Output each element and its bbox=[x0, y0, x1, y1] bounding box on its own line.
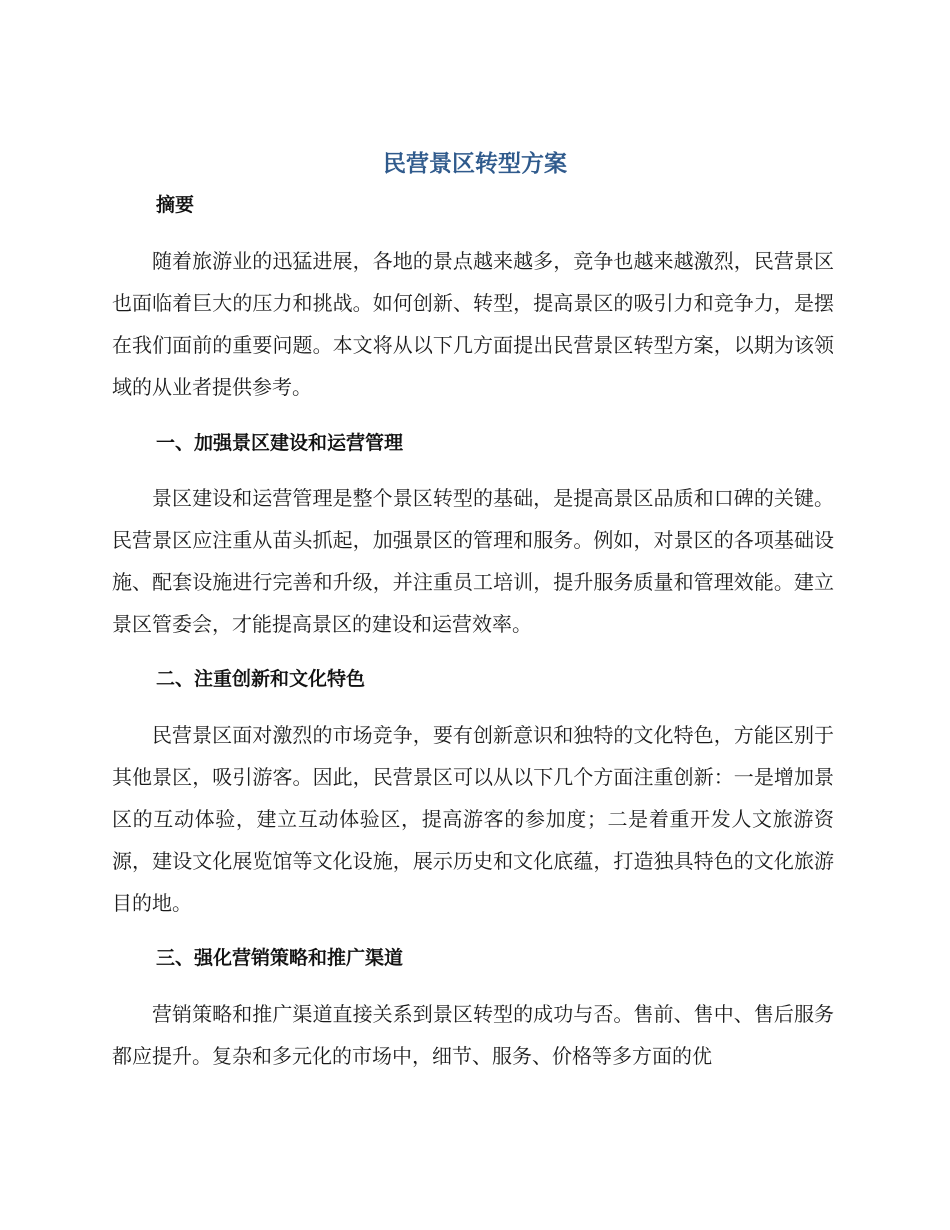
section-heading-2: 二、注重创新和文化特色 bbox=[156, 668, 366, 690]
document-title: 民营景区转型方案 bbox=[383, 151, 567, 177]
section-paragraph-1: 景区建设和运营管理是整个景区转型的基础，是提高景区品质和口碑的关键。民营景区应注重从苗头抓起，加强景区的管理和服务。例如，对景区的各项基础设施、配套设施进行完善和升级，并注重员工培训，提升服务质量和管理效能。建立景区管委会，才能提高景区的建设和运营效率。 bbox=[112, 486, 834, 636]
abstract-paragraph: 随着旅游业的迅猛进展，各地的景点越来越多，竞争也越来越激烈，民营景区也面临着巨大的压力和挑战。如何创新、转型，提高景区的吸引力和竞争力，是摆在我们面前的重要问题。本文将从以下几方面提出民营景区转型方案，以期为该领域的从业者提供参考。 bbox=[112, 249, 834, 399]
section-paragraph-2: 民营景区面对激烈的市场竞争，要有创新意识和独特的文化特色，方能区别于其他景区，吸引游客。因此，民营景区可以从以下几个方面注重创新：一是增加景区的互动体验，建立互动体验区，提高游客的参加度；二是着重开发人文旅游资源，建设文化展览馆等文化设施，展示历史和文化底蕴，打造独具特色的文化旅游目的地。 bbox=[112, 723, 834, 915]
section-paragraph-3: 营销策略和推广渠道直接关系到景区转型的成功与否。售前、售中、售后服务都应提升。复杂和多元化的市场中，细节、服务、价格等多方面的优 bbox=[112, 1002, 834, 1068]
abstract-heading: 摘要 bbox=[156, 194, 195, 216]
section-heading-1: 一、加强景区建设和运营管理 bbox=[156, 432, 404, 454]
section-heading-3: 三、强化营销策略和推广渠道 bbox=[156, 947, 404, 969]
